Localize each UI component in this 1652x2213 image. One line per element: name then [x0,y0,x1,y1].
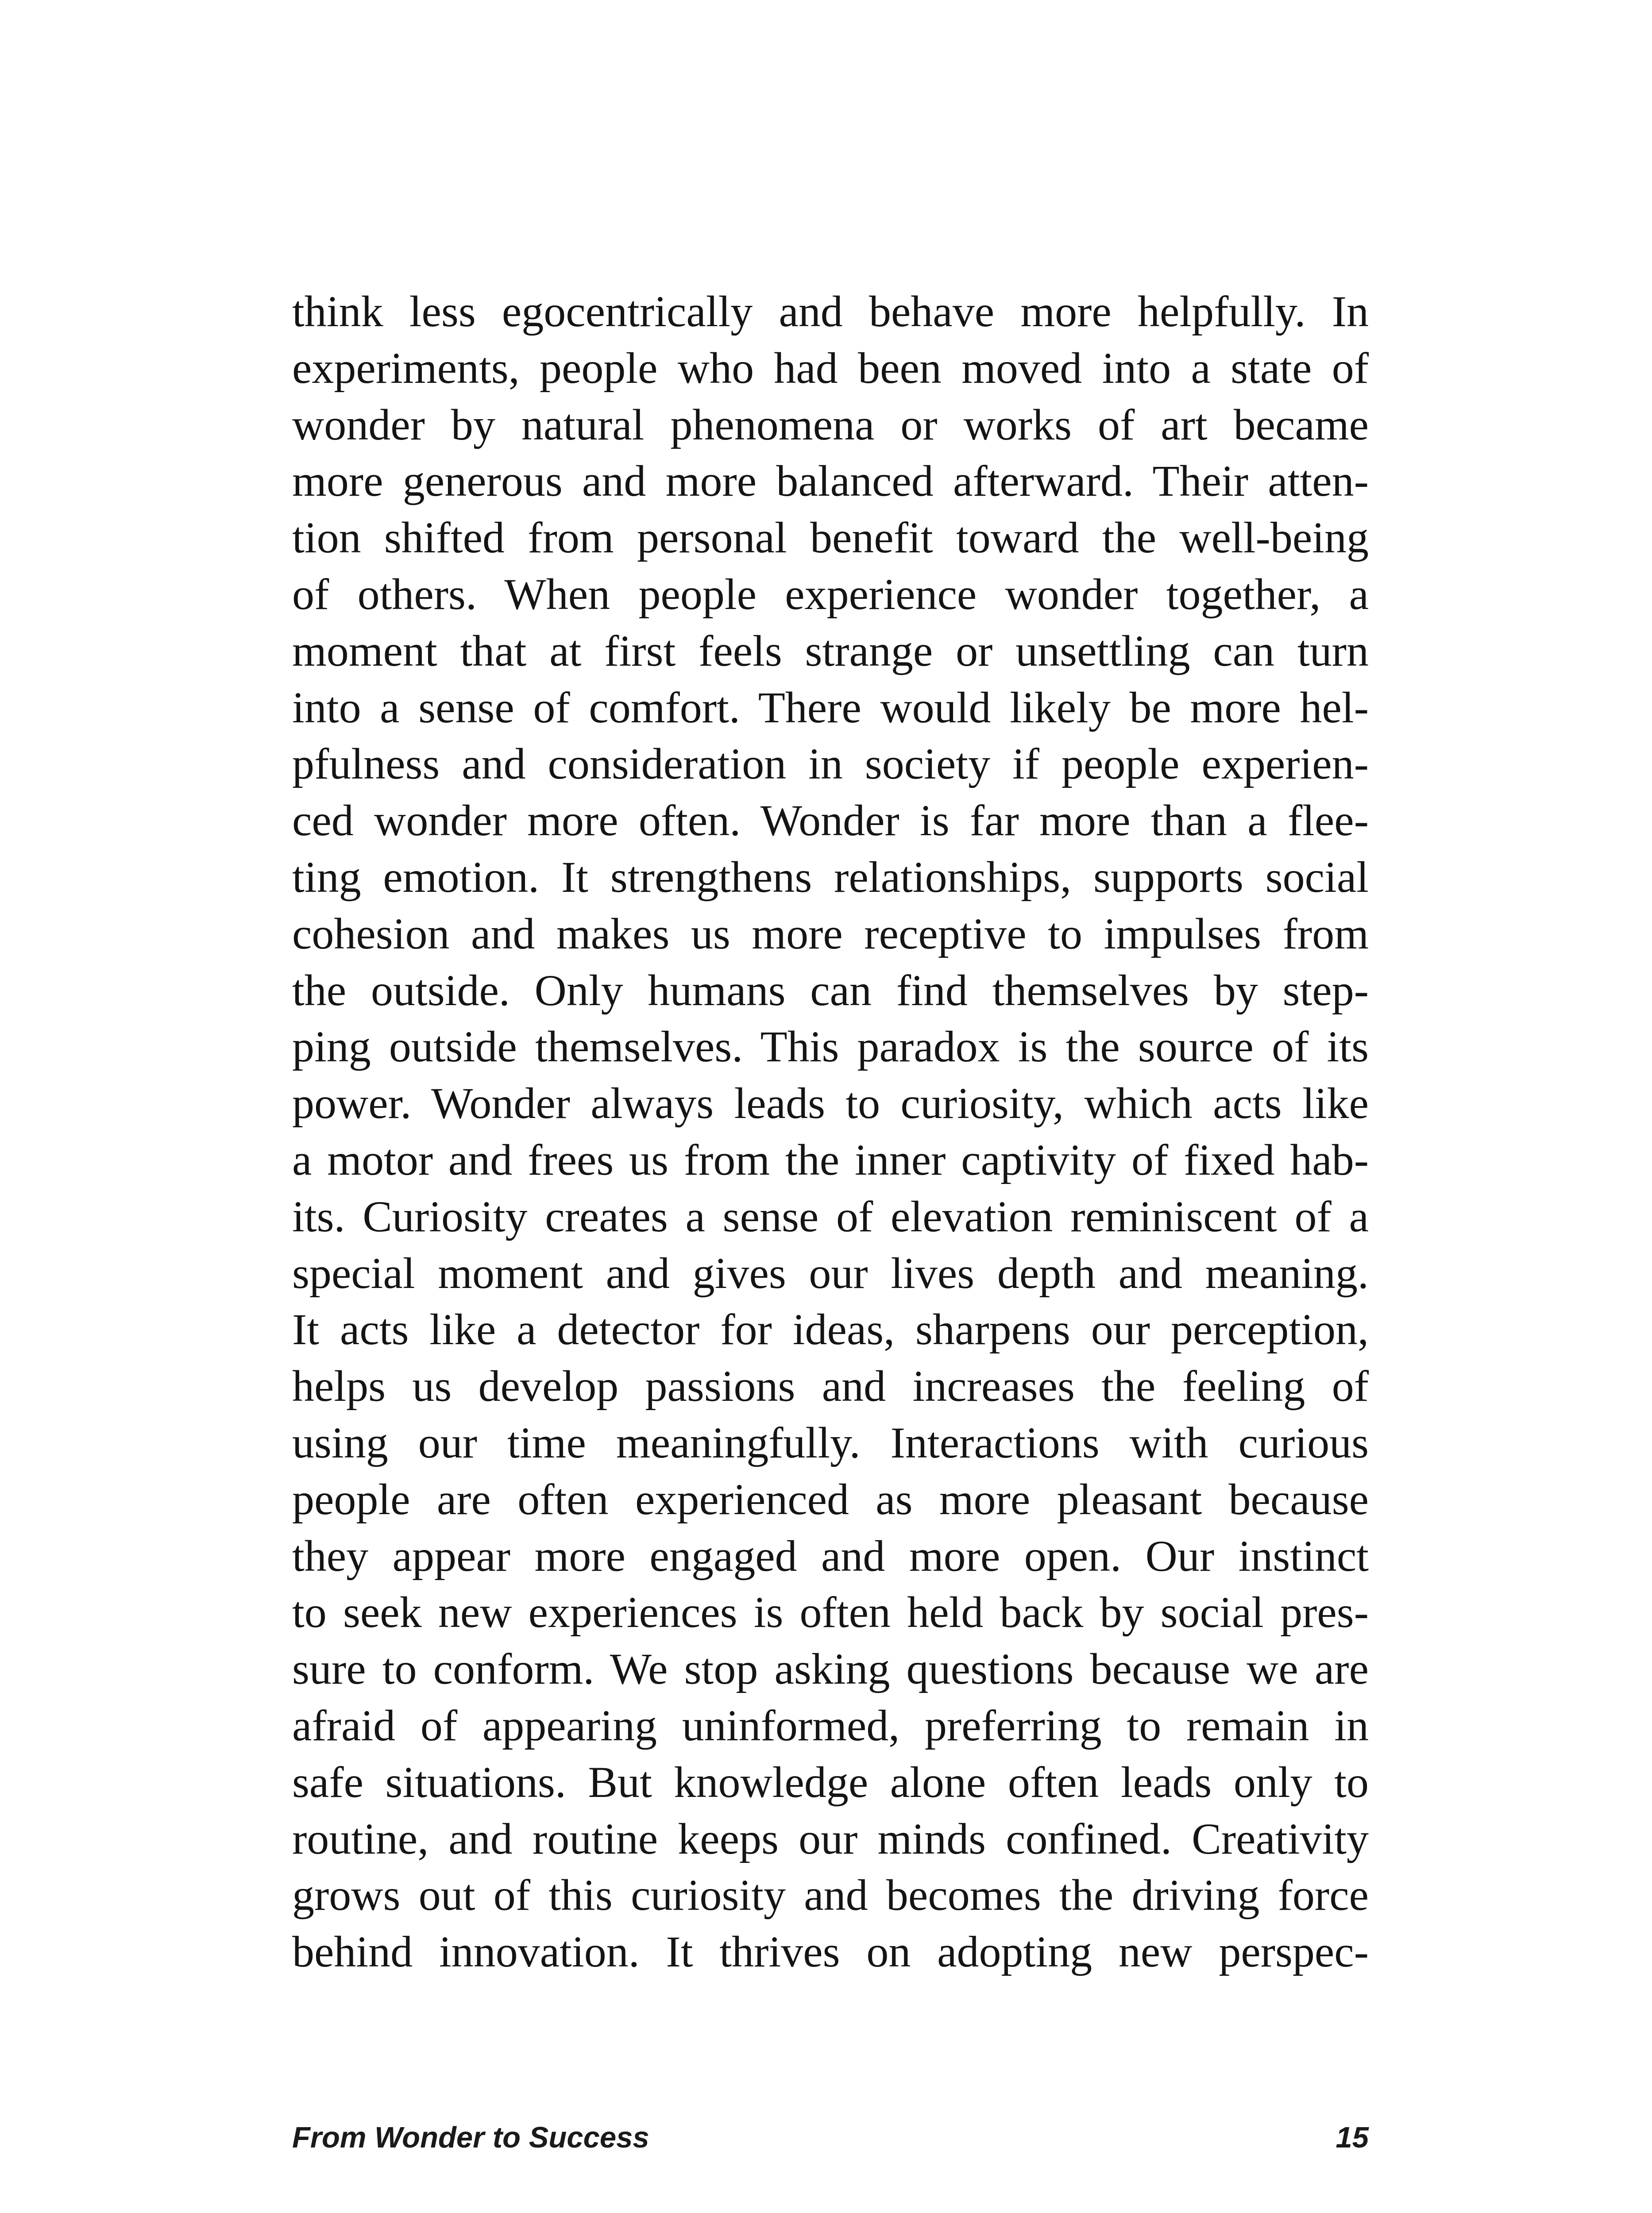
text-line: ting emotion. It strengthens relationships, supports social [292,852,1369,902]
text-line: pfulness and consideration in society if people experien- [292,739,1369,789]
text-line: afraid of appearing uninformed, preferring to remain in [292,1700,1369,1750]
text-line: a motor and frees us from the inner captivity of fixed hab- [292,1135,1369,1184]
text-line: its. Curiosity creates a sense of elevation reminiscent of a [292,1191,1369,1241]
text-line: they appear more engaged and more open. Our instinct [292,1531,1369,1581]
text-line: tion shifted from personal benefit toward the well-being [292,513,1369,563]
text-line: moment that at first feels strange or unsettling can turn [292,626,1369,675]
page-number: 15 [1335,2121,1369,2154]
text-line: grows out of this curiosity and becomes the driving force [292,1870,1369,1920]
text-line: the outside. Only humans can find themselves by step- [292,965,1369,1015]
text-line: It acts like a detector for ideas, sharpens our perception, [292,1305,1369,1354]
text-line: safe situations. But knowledge alone often leads only to [292,1757,1369,1807]
text-line: sure to conform. We stop asking questions because we are [292,1644,1369,1694]
text-line: cohesion and makes us more receptive to impulses from [292,909,1369,958]
text-line: people are often experienced as more pleasant because [292,1474,1369,1524]
text-line: ping outside themselves. This paradox is the source of its [292,1022,1369,1072]
page-footer [292,2116,1369,2160]
text-line: power. Wonder always leads to curiosity, which acts like [292,1079,1369,1128]
text-line: to seek new experiences is often held back by social pres- [292,1588,1369,1637]
text-line: special moment and gives our lives depth and meaning. [292,1248,1369,1298]
text-line: think less egocentrically and behave more helpfully. In [292,287,1369,336]
text-line: experiments, people who had been moved into a state of [292,343,1369,393]
text-line: wonder by natural phenomena or works of art became [292,400,1369,449]
running-footer-title: From Wonder to Success [292,2121,649,2154]
text-line: helps us develop passions and increases the feeling of [292,1361,1369,1411]
text-line: into a sense of comfort. There would likely be more hel- [292,682,1369,732]
body-text [292,283,1369,1980]
text-line: more generous and more balanced afterward. Their atten- [292,456,1369,506]
text-line: using our time meaningfully. Interactions with curious [292,1418,1369,1467]
text-line: behind innovation. It thrives on adopting new perspec- [292,1927,1369,1977]
text-line: ced wonder more often. Wonder is far more than a flee- [292,796,1369,845]
text-line: of others. When people experience wonder together, a [292,569,1369,619]
text-line: routine, and routine keeps our minds confined. Creativity [292,1814,1369,1863]
